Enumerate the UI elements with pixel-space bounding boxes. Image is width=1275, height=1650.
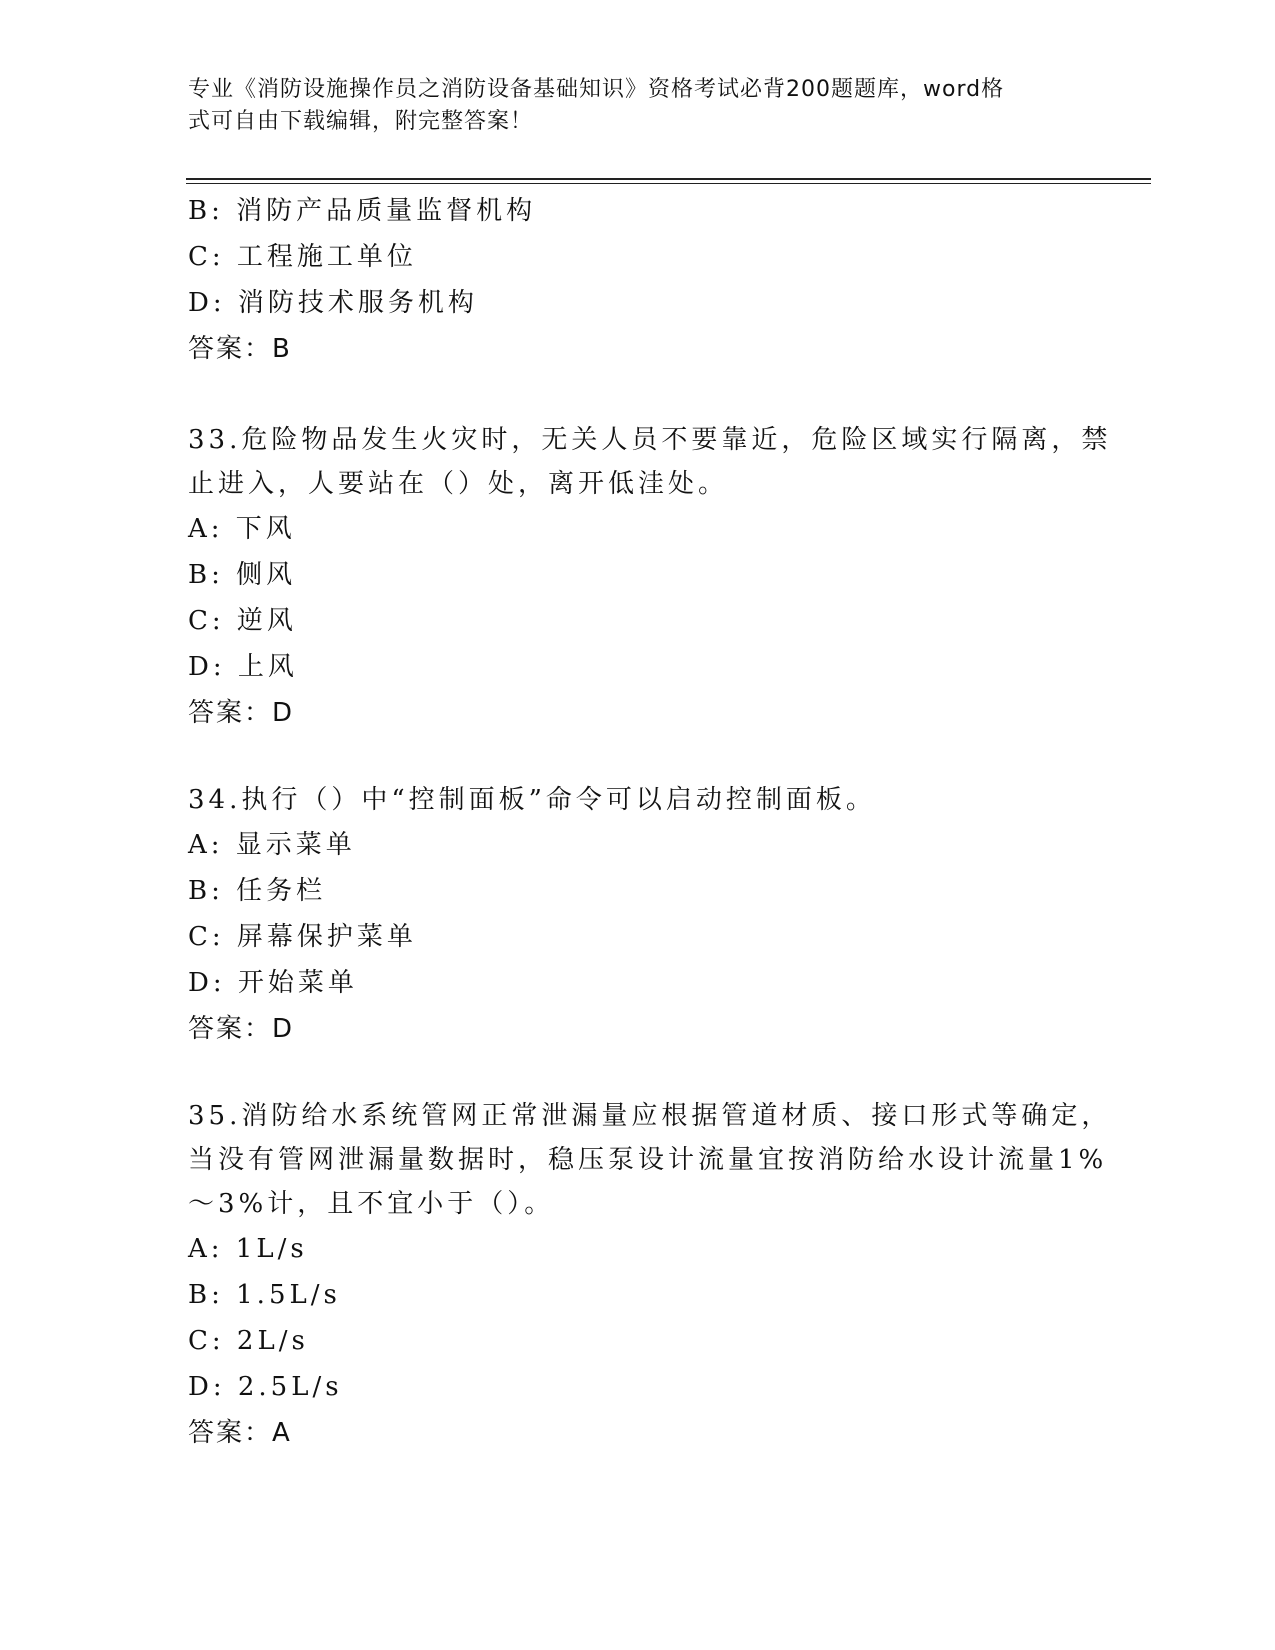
option-a: A: 下风 xyxy=(188,514,296,544)
option-a: A: 显示菜单 xyxy=(188,830,356,860)
question-text: 34.执行（）中“控制面板”命令可以启动控制面板。 xyxy=(188,785,876,815)
option-d: D: 开始菜单 xyxy=(188,968,358,998)
option-b: B: 侧风 xyxy=(188,560,297,590)
option-d: D: 消防技术服务机构 xyxy=(188,288,478,318)
option-c: C: 2L/s xyxy=(188,1326,309,1356)
answer: 答案：B xyxy=(188,334,292,364)
option-b: B: 任务栏 xyxy=(188,876,327,906)
option-a: A: 1L/s xyxy=(188,1234,308,1264)
question-text: ～3%计，且不宜小于（）。 xyxy=(188,1189,555,1219)
option-d: D: 上风 xyxy=(188,652,298,682)
option-d: D: 2.5L/s xyxy=(188,1372,343,1402)
question-text: 35.消防给水系统管网正常泄漏量应根据管道材质、接口形式等确定， xyxy=(188,1101,1112,1131)
answer: 答案：D xyxy=(188,698,295,728)
option-c: C: 逆风 xyxy=(188,606,297,636)
header-rule xyxy=(186,178,1151,180)
prev-question xyxy=(188,188,1088,372)
option-c: C: 屏幕保护菜单 xyxy=(188,922,417,952)
header-line-1: 专业《消防设施操作员之消防设备基础知识》资格考试必背200题题库，word格 xyxy=(188,77,1005,102)
document-body xyxy=(188,188,1112,1456)
option-b: B: 消防产品质量监督机构 xyxy=(188,196,537,226)
answer: 答案：A xyxy=(188,1418,292,1448)
question-text: 止进入，人要站在（）处，离开低洼处。 xyxy=(188,469,729,499)
header-line-2: 式可自由下载编辑，附完整答案！ xyxy=(188,109,534,134)
question-text: 33.危险物品发生火灾时，无关人员不要靠近，危险区域实行隔离，禁 xyxy=(188,425,1112,455)
question-35 xyxy=(188,1094,1112,1456)
option-c: C: 工程施工单位 xyxy=(188,242,417,272)
option-b: B: 1.5L/s xyxy=(188,1280,341,1310)
header-rule-thin xyxy=(186,183,1151,184)
document-header xyxy=(188,74,1068,138)
question-34 xyxy=(188,778,1088,1052)
question-text: 当没有管网泄漏量数据时，稳压泵设计流量宜按消防给水设计流量1% xyxy=(188,1145,1108,1175)
answer: 答案：D xyxy=(188,1014,295,1044)
question-33 xyxy=(188,418,1112,736)
